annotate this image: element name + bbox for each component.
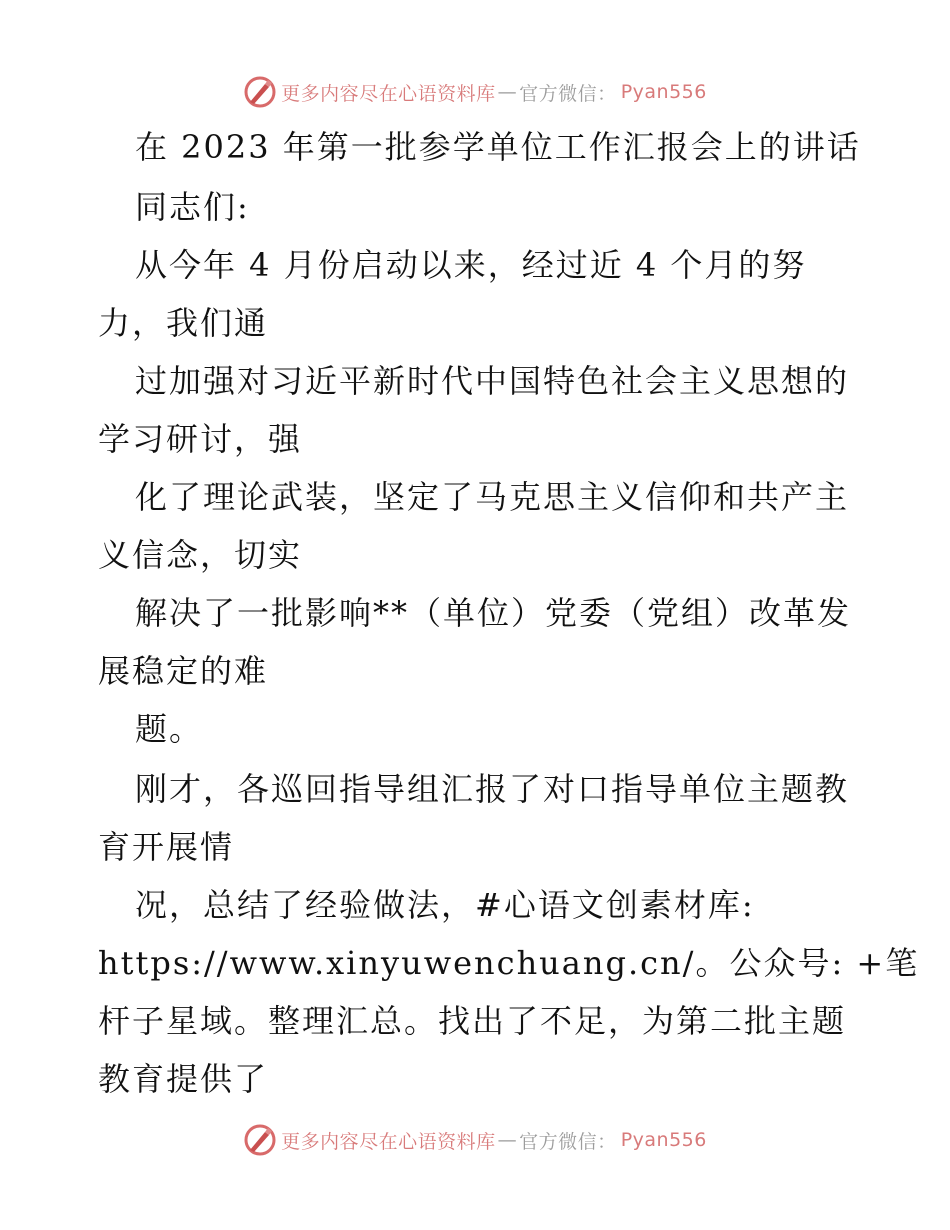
text-line: 学习研讨，强 bbox=[98, 420, 303, 458]
banner-separator: — bbox=[497, 81, 518, 103]
text-line: 题。 bbox=[135, 710, 204, 748]
text-line: 育开展情 bbox=[98, 828, 235, 866]
text-line: 化了理论武装，坚定了马克思主义信仰和共产主 bbox=[135, 478, 850, 516]
text-line: 杆子星域。整理汇总。找出了不足，为第二批主题 bbox=[98, 1002, 847, 1040]
banner-wechat-label: 官方微信 bbox=[519, 82, 598, 105]
pen-logo-icon bbox=[243, 75, 277, 109]
text-line: 展稳定的难 bbox=[98, 652, 269, 690]
text-line: https://www.xinyuwenchuang.cn/。公众号: +笔 bbox=[98, 944, 920, 982]
banner-wechat-label: 官方微信 bbox=[519, 1130, 598, 1153]
banner-colon: ： bbox=[597, 1130, 617, 1153]
banner-wechat-id: Pyan556 bbox=[620, 1129, 707, 1151]
watermark-banner-bottom bbox=[0, 1120, 950, 1160]
watermark-banner-top bbox=[0, 72, 950, 112]
banner-wechat-id: Pyan556 bbox=[620, 81, 707, 103]
banner-separator: — bbox=[497, 1129, 518, 1151]
text-line: 从今年 4 月份启动以来，经过近 4 个月的努 bbox=[135, 246, 807, 284]
text-line: 义信念，切实 bbox=[98, 536, 303, 574]
text-line: 同志们: bbox=[135, 188, 250, 226]
banner-text: 更多内容尽在心语资料库 bbox=[281, 1130, 496, 1153]
text-line: 教育提供了 bbox=[98, 1060, 269, 1098]
text-line: 解决了一批影响**（单位）党委（党组）改革发 bbox=[135, 594, 852, 632]
document-title: 在 2023 年第一批参学单位工作汇报会上的讲话 bbox=[135, 128, 861, 166]
banner-colon: ： bbox=[597, 82, 617, 105]
text-line: 刚才，各巡回指导组汇报了对口指导单位主题教 bbox=[135, 770, 850, 808]
text-line: 力，我们通 bbox=[98, 304, 269, 342]
banner-text: 更多内容尽在心语资料库 bbox=[281, 82, 496, 105]
pen-logo-icon bbox=[243, 1123, 277, 1157]
text-line: 况，总结了经验做法，#心语文创素材库: bbox=[135, 886, 755, 924]
text-line: 过加强对习近平新时代中国特色社会主义思想的 bbox=[135, 362, 850, 400]
